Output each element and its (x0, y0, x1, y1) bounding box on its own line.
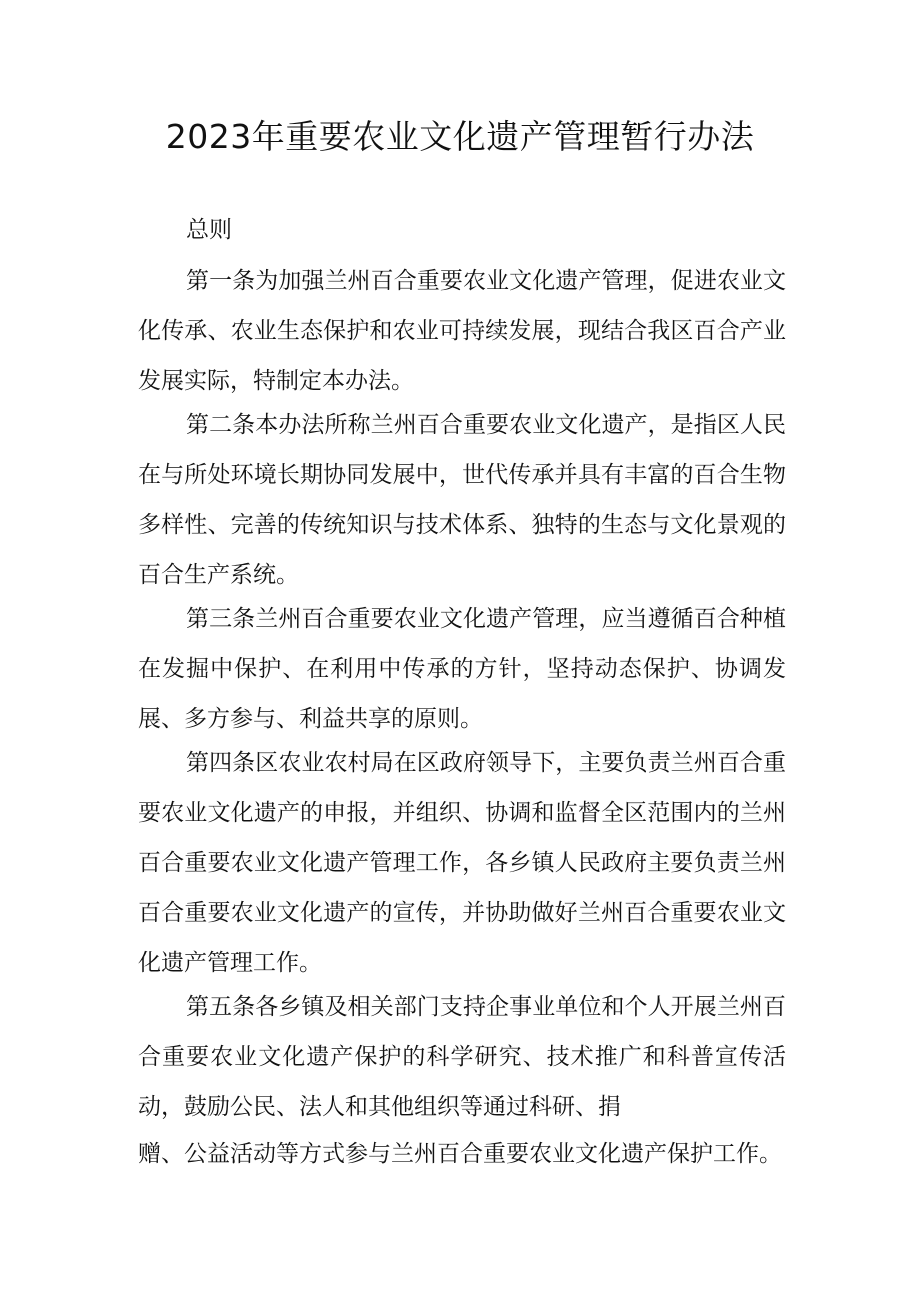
document-title: 2023年重要农业文化遗产管理暂行办法 (165, 117, 755, 156)
article-3: 第三条兰州百合重要农业文化遗产管理，应当遵循百合种植在发掘中保护、在利用中传承的方针，坚持动态保护、协调发展、多方参与、利益共享的原则。 (138, 606, 786, 732)
article-2: 第二条本办法所称兰州百合重要农业文化遗产，是指区人民在与所处环境长期协同发展中，世代传承并具有丰富的百合生物多样性、完善的传统知识与技术体系、独特的生态与文化景观的百合生产系统。 (138, 412, 786, 588)
article-1: 第一条为加强兰州百合重要农业文化遗产管理，促进农业文化传承、农业生态保护和农业可持续发展，现结合我区百合产业发展实际，特制定本办法。 (138, 268, 786, 394)
article-5: 第五条各乡镇及相关部门支持企事业单位和个人开展兰州百合重要农业文化遗产保护的科学研究、技术推广和科普宣传活动，鼓励公民、法人和其他组织等通过科研、捐 (138, 994, 786, 1120)
section-heading: 总则 (186, 217, 232, 243)
article-5-continuation: 赠、公益活动等方式参与兰州百合重要农业文化遗产保护工作。 (138, 1141, 782, 1167)
article-4: 第四条区农业农村局在区政府领导下，主要负责兰州百合重要农业文化遗产的申报，并组织、协调和监督全区范围内的兰州百合重要农业文化遗产管理工作，各乡镇人民政府主要负责兰州百合重要农业文化遗产的宣传，并协助做好兰州百合重要农业文化遗产管理工作。 (138, 750, 786, 976)
